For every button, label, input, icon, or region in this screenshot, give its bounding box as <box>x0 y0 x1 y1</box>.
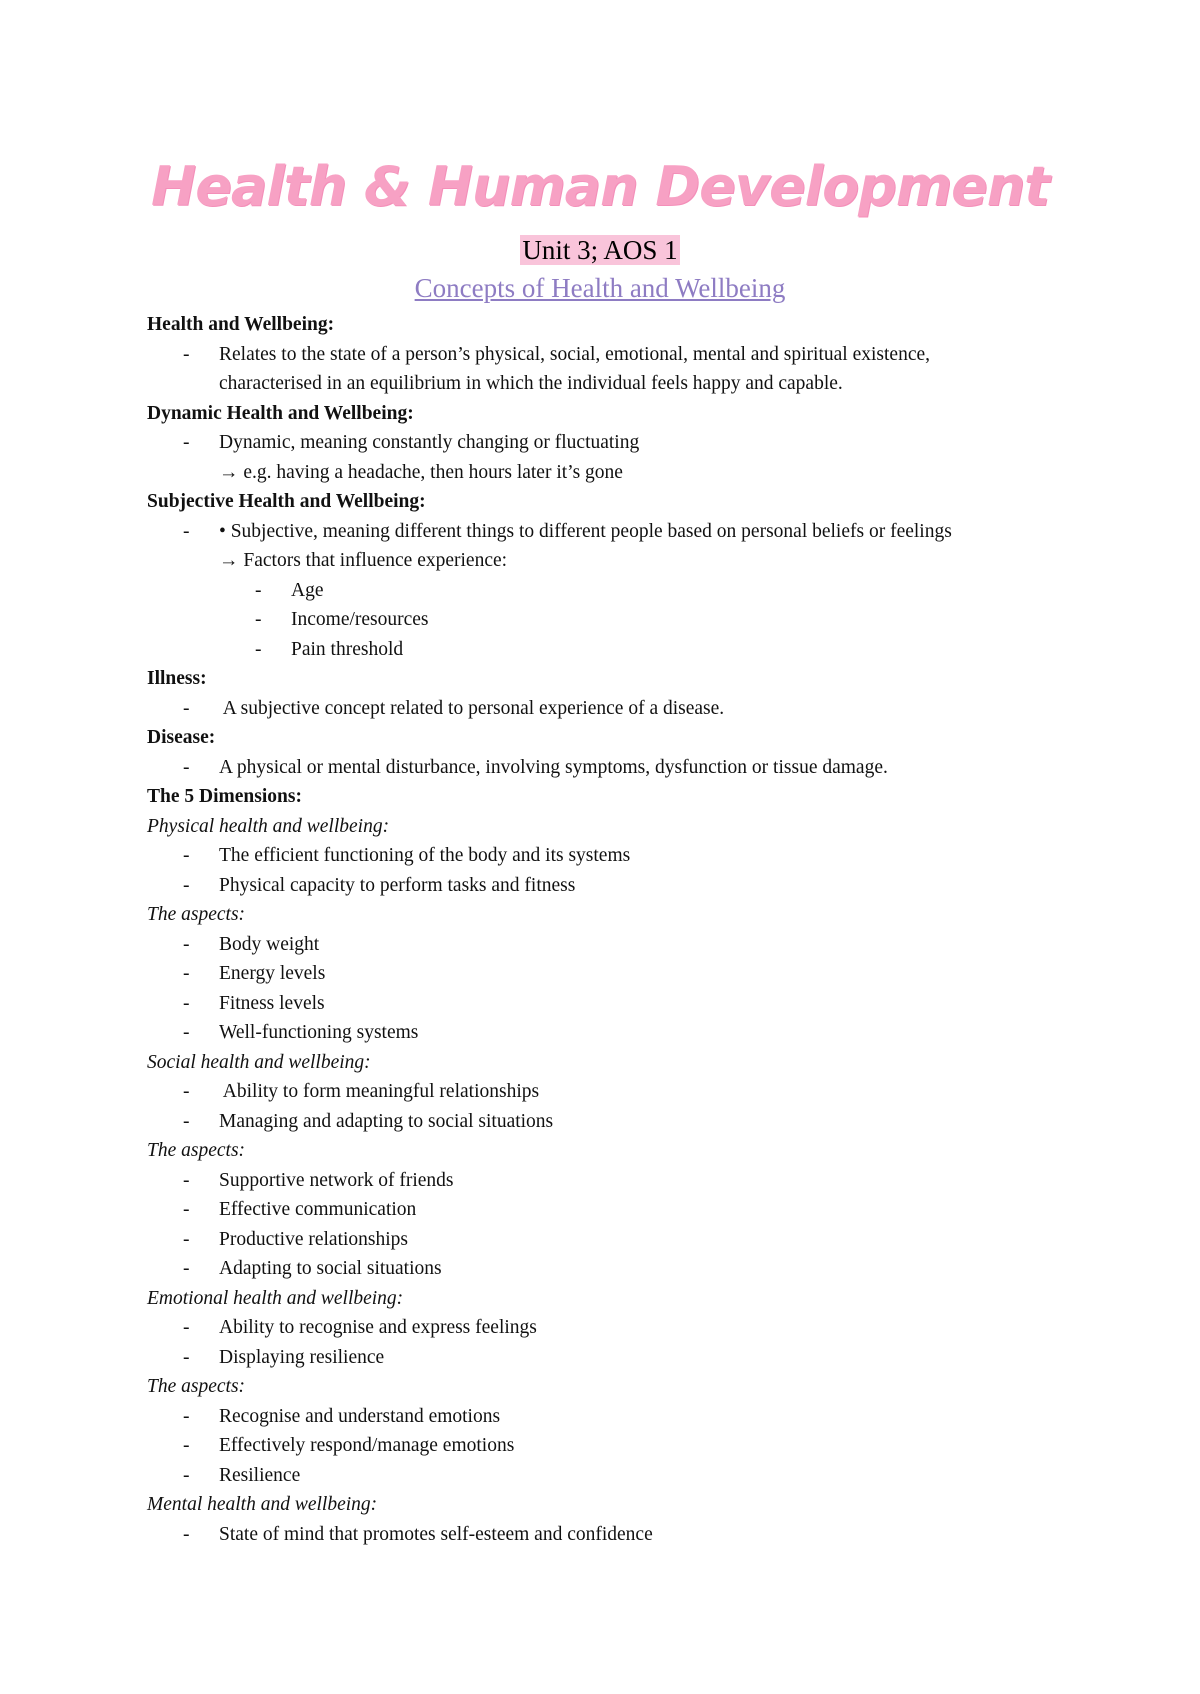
bullet-dash: - <box>183 1081 190 1102</box>
bullet-item <box>147 1077 1107 1107</box>
bullet-item <box>147 1402 1107 1432</box>
bullet-item <box>147 1225 1107 1255</box>
bullet-item <box>147 753 1107 783</box>
bullet-dash: - <box>183 1346 190 1368</box>
bullet-item <box>147 694 1107 724</box>
section-heading: Health and Wellbeing: <box>147 314 335 335</box>
bullet-text: Well-functioning systems <box>219 1022 419 1043</box>
bullet-item <box>147 989 1107 1019</box>
bullet-text: The efficient functioning of the body and its systems <box>219 845 631 866</box>
bullet-dash: - <box>183 1110 190 1132</box>
bullet-item <box>147 1107 1107 1137</box>
continuation-line: → Factors that influence experience: <box>219 550 508 571</box>
bullet-text: Age <box>291 579 324 601</box>
bullet-text: Supportive network of friends <box>219 1169 454 1191</box>
bullet-item <box>147 1195 1107 1225</box>
bullet-text: Body weight <box>219 933 320 955</box>
bullet-text: Displaying resilience <box>219 1346 385 1368</box>
bullet-item <box>147 1520 1107 1550</box>
bullet-dash: - <box>183 1464 190 1486</box>
bullet-item <box>147 841 1107 871</box>
section-heading: The 5 Dimensions: <box>147 786 302 807</box>
bullet-text: Ability to recognise and express feelings <box>219 1317 537 1338</box>
bullet-item <box>147 930 1107 960</box>
bullet-text: Energy levels <box>219 963 326 984</box>
bullet-text: Managing and adapting to social situations <box>219 1110 554 1132</box>
document-body <box>147 310 1107 1549</box>
bullet-item <box>147 1431 1107 1461</box>
bullet-dash: - <box>183 756 190 778</box>
bullet-dash: - <box>255 609 262 630</box>
bullet-dash: - <box>183 1022 190 1043</box>
bullet-dash: - <box>183 432 190 453</box>
bullet-dash: - <box>183 874 190 896</box>
bullet-dash: - <box>183 697 190 719</box>
unit-heading <box>0 233 1200 267</box>
bullet-text: State of mind that promotes self-esteem and confidence <box>219 1523 653 1545</box>
bullet-item <box>147 428 1107 458</box>
section-heading: Dynamic Health and Wellbeing: <box>147 402 414 424</box>
bullet-item <box>147 1166 1107 1196</box>
bullet-dash: - <box>183 1317 190 1338</box>
bullet-text: Resilience <box>219 1464 301 1486</box>
subsection-heading: The aspects: <box>147 1376 246 1397</box>
bullet-text: Ability to form meaningful relationships <box>219 1081 540 1102</box>
bullet-dash: - <box>183 933 190 955</box>
bullet-dash: - <box>183 1169 190 1191</box>
bullet-text: Effectively respond/manage emotions <box>219 1435 515 1456</box>
continuation-line: characterised in an equilibrium in which the individual feels happy and capable. <box>219 373 843 394</box>
bullet-item <box>147 340 1107 370</box>
bullet-text: Dynamic, meaning constantly changing or fluctuating <box>219 432 640 453</box>
section-heading: Disease: <box>147 727 216 748</box>
bullet-item <box>147 871 1107 901</box>
bullet-item <box>147 1461 1107 1491</box>
section-heading: Illness: <box>147 668 207 689</box>
bullet-text: Recognise and understand emotions <box>219 1405 501 1427</box>
bullet-text: Fitness levels <box>219 992 325 1014</box>
bullet-text: Productive relationships <box>219 1228 409 1250</box>
bullet-item <box>147 1343 1107 1373</box>
bullet-dash: - <box>183 1405 190 1427</box>
bullet-text: A physical or mental disturbance, involving symptoms, dysfunction or tissue damage. <box>219 756 888 778</box>
bullet-dash: - <box>183 343 190 365</box>
subsection-heading: Mental health and wellbeing: <box>147 1494 378 1515</box>
bullet-item <box>147 517 1107 547</box>
section-subtitle: Concepts of Health and Wellbeing <box>414 273 786 303</box>
bullet-item <box>147 576 1107 606</box>
bullet-dash: - <box>183 520 190 542</box>
bullet-dash: - <box>183 963 190 984</box>
bullet-text: Relates to the state of a person’s physical, social, emotional, mental and spiritual existence, <box>219 343 931 365</box>
bullet-item <box>147 1313 1107 1343</box>
bullet-text: Pain threshold <box>291 638 404 660</box>
bullet-item <box>147 1254 1107 1284</box>
bullet-dash: - <box>183 845 190 866</box>
subsection-heading: Social health and wellbeing: <box>147 1051 371 1073</box>
bullet-text: Income/resources <box>291 609 429 630</box>
bullet-dash: - <box>183 1435 190 1456</box>
section-heading: Subjective Health and Wellbeing: <box>147 491 426 512</box>
bullet-text: Effective communication <box>219 1199 417 1220</box>
bullet-item <box>147 605 1107 635</box>
bullet-item <box>147 635 1107 665</box>
subsection-heading: Emotional health and wellbeing: <box>147 1287 404 1309</box>
bullet-text: • Subjective, meaning different things to different people based on personal beliefs or feelings <box>219 520 952 542</box>
bullet-text: A subjective concept related to personal experience of a disease. <box>219 697 725 719</box>
bullet-text: Adapting to social situations <box>219 1258 442 1279</box>
bullet-dash: - <box>255 638 262 660</box>
document-title: Health & Human Development <box>151 155 1049 218</box>
subsection-heading: Physical health and wellbeing: <box>147 815 390 837</box>
subsection-heading: The aspects: <box>147 1140 246 1161</box>
bullet-item <box>147 959 1107 989</box>
bullet-dash: - <box>183 1523 190 1545</box>
bullet-dash: - <box>255 579 262 601</box>
continuation-line: → e.g. having a headache, then hours later it’s gone <box>219 461 623 483</box>
subsection-heading: The aspects: <box>147 904 246 925</box>
bullet-item <box>147 1018 1107 1048</box>
bullet-text: Physical capacity to perform tasks and fitness <box>219 874 576 896</box>
bullet-dash: - <box>183 1258 190 1279</box>
unit-heading-text: Unit 3; AOS 1 <box>522 235 678 265</box>
bullet-dash: - <box>183 992 190 1014</box>
bullet-dash: - <box>183 1199 190 1220</box>
bullet-dash: - <box>183 1228 190 1250</box>
